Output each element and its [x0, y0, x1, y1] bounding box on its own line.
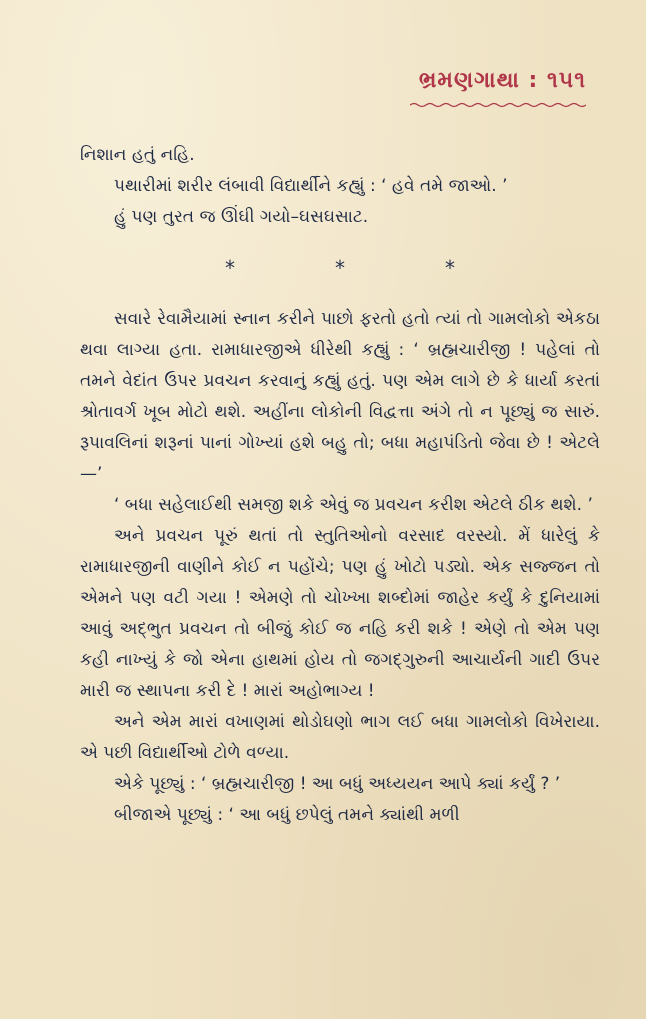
- wavy-underline: [410, 102, 586, 108]
- separator-star: *: [445, 256, 455, 280]
- page-body: [80, 140, 600, 831]
- paragraph: ‘ બધા સહેલાઈથી સમજી શકે એવું જ પ્રવચન કરીશ એટલે ઠીક થશે. ’: [114, 495, 593, 515]
- paragraph: બીજાએ પૂછ્યું : ‘ આ બધું છપેલું તમને ક્યાંથી મળી: [114, 805, 460, 825]
- separator-star: *: [225, 256, 235, 280]
- page-header: [410, 68, 586, 112]
- running-title: ભ્રમણગાથા : ૧૫૧: [418, 68, 586, 93]
- paragraph: એકે પૂછ્યું : ‘ બ્રહ્મચારીજી ! આ બધું અધ્યયન આપે ક્યાં કર્યું ? ’: [114, 774, 561, 794]
- paragraph: નિશાન હતું નહિ.: [80, 145, 195, 165]
- paragraph: હું પણ તુરત જ ઊંઘી ગયો–ઘસઘસાટ.: [114, 207, 369, 227]
- paragraph: સવારે રેવામૈયામાં સ્નાન કરીને પાછો ફરતો હતો ત્યાં તો ગામલોકો એકઠા થવા લાગ્યા હતા. રામાધારજીએ ધીરેથી કહ્યું : ‘ બ્રહ્મચારીજી ! પહેલાં તો તમને વેદાંત ઉપર પ્રવચન કરવાનું કહ્યું હતું. પણ એમ લાગે છે કે ધાર્યા કરતાં શ્રોતાવર્ગ ખૂબ મોટો થશે. અહીંના લોકોની વિદ્વત્તા અંગે તો ન પૂછ્યું જ સારું. રૂપાવલિનાં શરૂનાં પાનાં ગોખ્યાં હશે બહુ તો; બધા મહાપંડિતો જેવા છે ! એટલે—’: [80, 309, 600, 484]
- paragraph: અને એમ મારાં વખાણમાં થોડોઘણો ભાગ લઈ બધા ગામલોકો વિખેરાયા. એ પછી વિદ્યાર્થીઓ ટોળે વળ્યા.: [80, 712, 600, 763]
- paragraph: પથારીમાં શરીર લંબાવી વિદ્યાર્થીને કહ્યું : ‘ હવે તમે જાઓ. ’: [114, 176, 508, 196]
- section-separator: [80, 253, 600, 284]
- paragraph: અને પ્રવચન પૂરું થતાં તો સ્તુતિઓનો વરસાદ વરસ્યો. મેં ધારેલું કે રામાધારજીની વાણીને કોઈ ન પહોંચે; પણ હું ખોટો પડ્યો. એક સજ્જન તો એમને પણ વટી ગયા ! એમણે તો ચોખ્ખા શબ્દોમાં જાહેર કર્યું કે દુનિયામાં આવું અદ્ભુત પ્રવચન તો બીજું કોઈ જ નહિ કરી શકે ! એણે તો એમ પણ કહી નાખ્યું કે જો એના હાથમાં હોય તો જગદ્ગુરુની આચાર્યની ગાદી ઉપર મારી જ સ્થાપના કરી દે ! મારાં અહોભાગ્ય !: [80, 526, 600, 701]
- separator-star: *: [335, 256, 345, 280]
